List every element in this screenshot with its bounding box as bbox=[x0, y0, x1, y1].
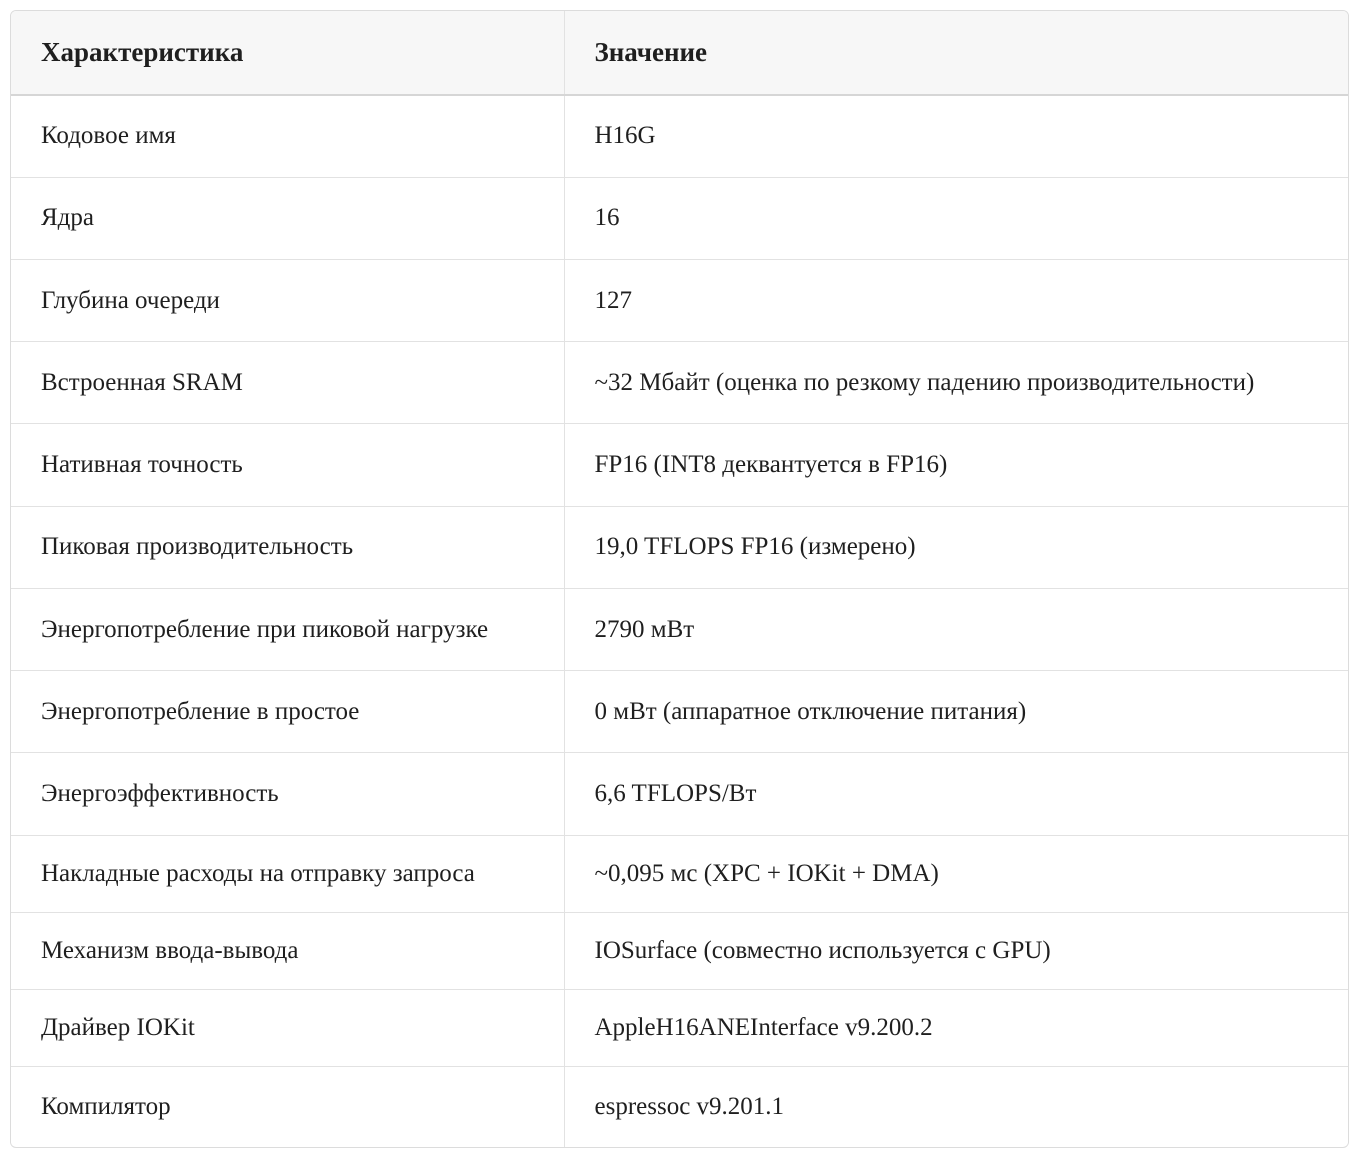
header-characteristic: Характеристика bbox=[11, 11, 564, 95]
table-row bbox=[11, 424, 1348, 506]
row-value: 0 мВт (аппаратное отключение питания) bbox=[564, 671, 1348, 753]
table-body bbox=[11, 95, 1348, 1147]
table-row bbox=[11, 259, 1348, 341]
row-label: Драйвер IOKit bbox=[11, 990, 564, 1067]
row-label: Механизм ввода-вывода bbox=[11, 912, 564, 989]
table-row bbox=[11, 912, 1348, 989]
row-label: Ядра bbox=[11, 177, 564, 259]
table-header bbox=[11, 11, 1348, 95]
row-value: 16 bbox=[564, 177, 1348, 259]
row-value: 19,0 TFLOPS FP16 (измерено) bbox=[564, 506, 1348, 588]
row-label: Накладные расходы на отправку запроса bbox=[11, 835, 564, 912]
row-label: Компилятор bbox=[11, 1067, 564, 1147]
row-label: Глубина очереди bbox=[11, 259, 564, 341]
table-row bbox=[11, 95, 1348, 177]
row-label: Пиковая производительность bbox=[11, 506, 564, 588]
header-row bbox=[11, 11, 1348, 95]
row-value: 6,6 TFLOPS/Вт bbox=[564, 753, 1348, 835]
row-label: Кодовое имя bbox=[11, 95, 564, 177]
specs-table bbox=[11, 11, 1348, 1147]
row-value: FP16 (INT8 деквантуется в FP16) bbox=[564, 424, 1348, 506]
row-label: Нативная точность bbox=[11, 424, 564, 506]
row-value: 127 bbox=[564, 259, 1348, 341]
row-label: Энергопотребление при пиковой нагрузке bbox=[11, 588, 564, 670]
row-value: espressoc v9.201.1 bbox=[564, 1067, 1348, 1147]
row-label: Энергопотребление в простое bbox=[11, 671, 564, 753]
table-row bbox=[11, 506, 1348, 588]
row-value: H16G bbox=[594, 122, 656, 150]
table-row bbox=[11, 990, 1348, 1067]
row-value: AppleH16ANEInterface v9.200.2 bbox=[564, 990, 1348, 1067]
table-row bbox=[11, 177, 1348, 259]
table-row bbox=[11, 588, 1348, 670]
table-row bbox=[11, 671, 1348, 753]
table-row bbox=[11, 835, 1348, 912]
row-label: Встроенная SRAM bbox=[11, 342, 564, 424]
row-value: ~32 Мбайт (оценка по резкому падению производительности) bbox=[564, 342, 1348, 424]
table-row bbox=[11, 342, 1348, 424]
table-row bbox=[11, 1067, 1348, 1147]
row-value: ~0,095 мс (XPC + IOKit + DMA) bbox=[564, 835, 1348, 912]
specs-table-container bbox=[10, 10, 1349, 1148]
row-value: IOSurface (совместно используется с GPU) bbox=[564, 912, 1348, 989]
table-row bbox=[11, 753, 1348, 835]
header-value: Значение bbox=[564, 11, 1348, 95]
row-value: 2790 мВт bbox=[564, 588, 1348, 670]
row-label: Энергоэффективность bbox=[11, 753, 564, 835]
